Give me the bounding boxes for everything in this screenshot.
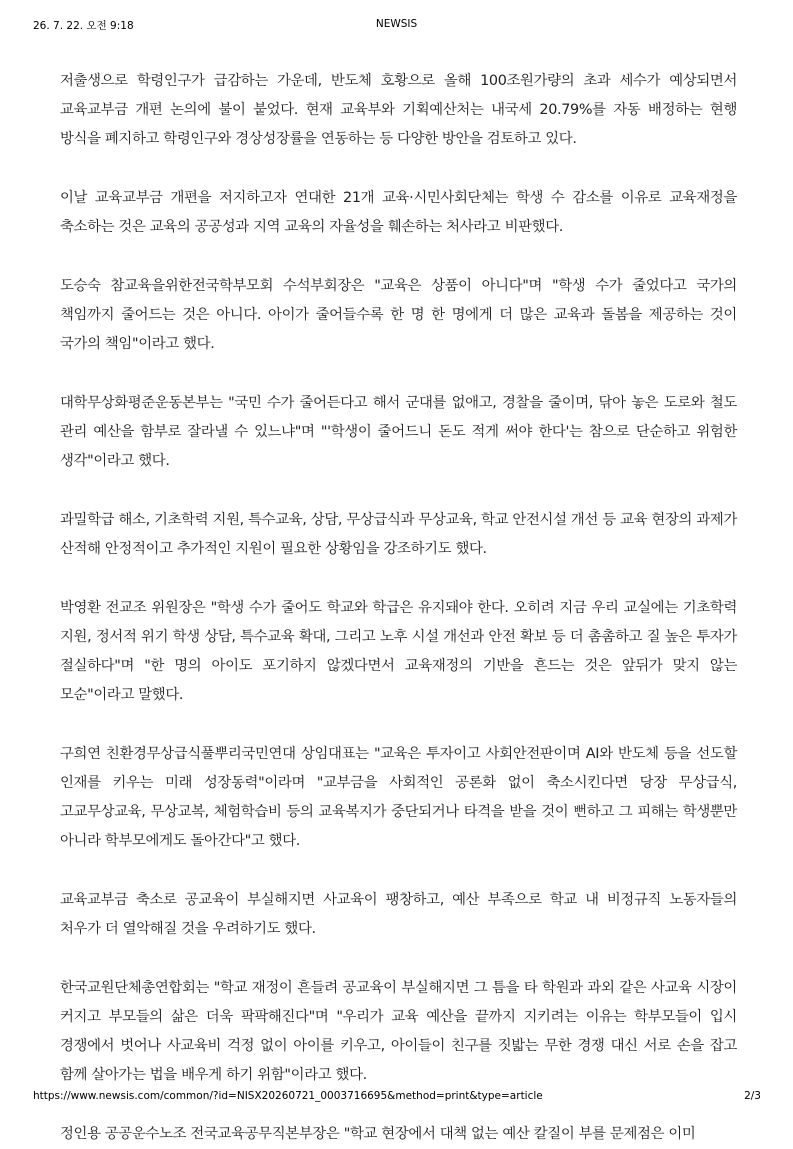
- article-paragraph: 구희연 친환경무상급식풀뿌리국민연대 상임대표는 "교육은 투자이고 사회안전판이며 AI와 반도체 등을 선도할 인재를 키우는 미래 성장동력"이라며 "교부금을 사회적인 공론화 없이 축소시킨다면 당장 무상급식, 고교무상교육, 무상교복, 체험학습비 등의 교육복지가 중단되거나 타격을 받을 것이 뻔하고 그 피해는 학생뿐만 아니라 학부모에게도 돌아간다"고 했다.: [60, 746, 737, 849]
- article-paragraph: 이날 교육교부금 개편을 저지하고자 연대한 21개 교육·시민사회단체는 학생 수 감소를 이유로 교육재정을 축소하는 것은 교육의 공공성과 지역 교육의 자율성을 훼손하는 처사라고 비판했다.: [60, 190, 737, 235]
- article-paragraph: 교육교부금 축소로 공교육이 부실해지면 사교육이 팽창하고, 예산 부족으로 학교 내 비정규직 노동자들의 처우가 더 열악해질 것을 우려하기도 했다.: [60, 892, 737, 937]
- article-paragraph: 박영환 전교조 위원장은 "학생 수가 줄어도 학교와 학급은 유지돼야 한다. 오히려 지금 우리 교실에는 기초학력 지원, 정서적 위기 학생 상담, 특수교육 확대, 그리고 노후 시설 개선과 안전 확보 등 더 촘촘하고 질 높은 투자가 절실하다"며 "한 명의 아이도 포기하지 않겠다면서 교육재정의 기반을 흔드는 것은 앞뒤가 맞지 않는 모순"이라고 말했다.: [60, 600, 737, 703]
- print-header: [0, 18, 793, 34]
- article-paragraph: 도승숙 참교육을위한전국학부모회 수석부회장은 "교육은 상품이 아니다"며 "학생 수가 줄었다고 국가의 책임까지 줄어드는 것은 아니다. 아이가 줄어들수록 한 명 한 명에게 더 많은 교육과 돌봄을 제공하는 것이 국가의 책임"이라고 했다.: [60, 278, 737, 352]
- article-url: https://www.newsis.com/common/?id=NISX20260721_0003716695&method=print&type=article: [33, 1090, 543, 1102]
- article-paragraph: 대학무상화평준운동본부는 "국민 수가 줄어든다고 해서 군대를 없애고, 경찰을 줄이며, 닦아 놓은 도로와 철도 관리 예산을 함부로 잘라낼 수 있느냐"며 "'학생이 줄어드니 돈도 적게 써야 한다'는 참으로 단순하고 위험한 생각"이라고 했다.: [60, 395, 737, 469]
- article-paragraph: 저출생으로 학령인구가 급감하는 가운데, 반도체 호황으로 올해 100조원가량의 초과 세수가 예상되면서 교육교부금 개편 논의에 불이 붙었다. 현재 교육부와 기획예산처는 내국세 20.79%를 자동 배정하는 현행 방식을 폐지하고 학령인구와 경상성장률을 연동하는 등 다양한 방안을 검토하고 있다.: [60, 73, 737, 147]
- article-paragraph: 정인용 공공운수노조 전국교육공무직본부장은 "학교 현장에서 대책 없는 예산 칼질이 부를 문제점은 이미: [60, 1126, 696, 1142]
- print-datetime: 26. 7. 22. 오전 9:18: [33, 20, 134, 32]
- page-indicator: 2/3: [744, 1090, 761, 1102]
- article-paragraph: 과밀학급 해소, 기초학력 지원, 특수교육, 상담, 무상급식과 무상교육, 학교 안전시설 개선 등 교육 현장의 과제가 산적해 안정적이고 추가적인 지원이 필요한 상황임을 강조하기도 했다.: [60, 512, 737, 557]
- print-footer: [0, 1090, 793, 1106]
- site-name: NEWSIS: [375, 18, 418, 30]
- article-paragraph: 한국교원단체총연합회는 "학교 재정이 흔들려 공교육이 부실해지면 그 틈을 타 학원과 과외 같은 사교육 시장이 커지고 부모들의 삶은 더욱 팍팍해진다"며 "우리가 교육 예산을 끝까지 지키려는 이유는 학부모들이 입시 경쟁에서 벗어나 사교육비 걱정 없이 아이를 키우고, 아이들이 친구를 짓밟는 무한 경쟁 대신 서로 손을 잡고 함께 살아가는 법을 배우게 하기 위함"이라고 했다.: [60, 980, 737, 1083]
- article-body: [60, 67, 737, 1149]
